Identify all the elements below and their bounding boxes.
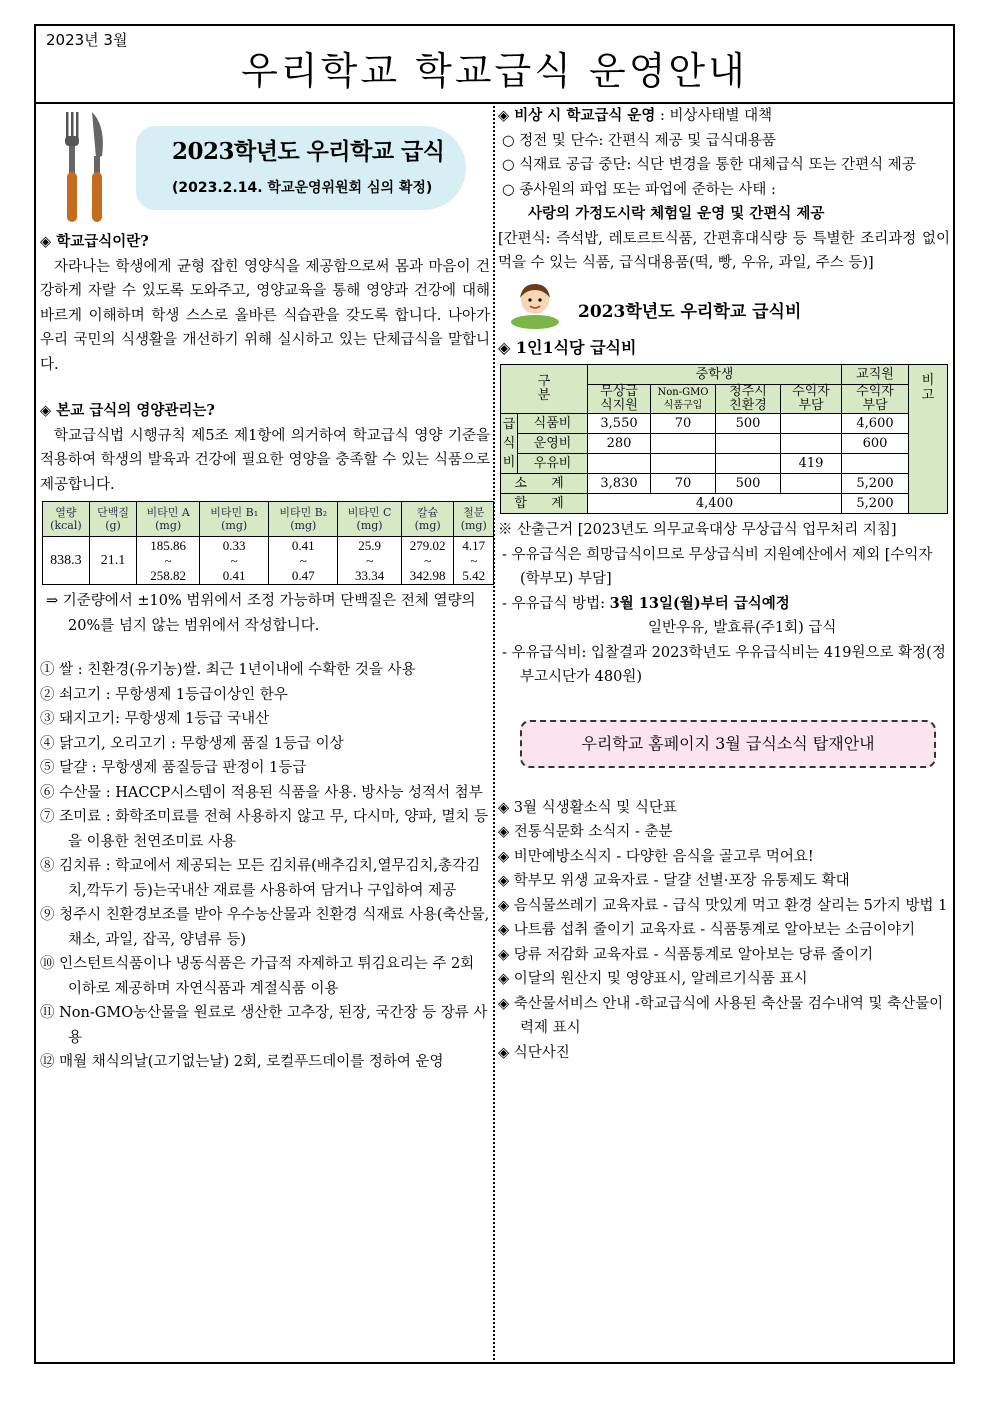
- nutrition-header-row: [43, 502, 494, 537]
- document-frame: [34, 24, 955, 1364]
- ingredient-list: [40, 658, 490, 1075]
- cost-title: 2023학년도 우리학교 급식비: [578, 301, 802, 322]
- nutrition-value-row: [43, 537, 494, 585]
- header-vitamin-a: 비타민 A (mg): [137, 502, 200, 537]
- energy-value: 838.3: [43, 537, 90, 585]
- list-item: ◈ 나트륨 섭취 줄이기 교육자료 - 식품통계로 알아보는 소금이야기: [498, 922, 916, 938]
- list-item: ◈ 비만예방소식지 - 다양한 음식을 골고루 먹어요!: [498, 848, 814, 865]
- list-item: ⑨ 청주시 친환경보조를 받아 우수농산물과 친환경 식재료 사용(축산물, 채소, 과일, 잡곡, 양념류 등): [40, 907, 490, 948]
- list-item: ① 쌀 : 친환경(유기농)쌀. 최근 1년이내에 수확한 것을 사용: [40, 662, 416, 678]
- table-row: 운영비 280 600: [501, 434, 948, 454]
- calculation-basis: ※ 산출근거 [2023년도 의무교육대상 무상급식 업무처리 지침]: [498, 522, 897, 538]
- issue-date: 2023년 3월: [46, 31, 128, 49]
- vitamin-a-range: 185.86 ~ 258.82: [137, 537, 200, 585]
- col-self-pay: 수익자 부담: [781, 385, 842, 414]
- section-heading-nutrition: ◈ 본교 급식의 영양관리는?: [40, 402, 215, 419]
- list-item: ⑫ 매월 채식의날(고기없는날) 2회, 로컬푸드데이를 정하여 운영: [40, 1054, 444, 1070]
- list-item: ◈ 축산물서비스 안내 -학교급식에 사용된 축산물 검수내역 및 축산물이력제 표시: [498, 995, 944, 1036]
- emergency-item: ○ 정전 및 단수: 간편식 제공 및 급식대용품: [502, 132, 776, 149]
- section-heading-school-meal: ◈ 학교급식이란?: [40, 233, 149, 250]
- homepage-content-list: [498, 796, 950, 1066]
- cook-icon: [508, 278, 562, 330]
- banner-subtitle: (2023.2.14. 학교운영위원회 심의 확정): [172, 180, 433, 196]
- table-row-total: 합 계 4,400 5,200: [501, 494, 948, 514]
- header-middle-school: 중학생: [588, 365, 842, 385]
- emergency-strike-measure: 사랑의 가정도시락 체험일 운영 및 간편식 제공: [528, 205, 825, 222]
- vitamin-b1-range: 0.33 ~ 0.41: [200, 537, 269, 585]
- list-item: ◈ 당류 저감화 교육자료 - 식품통계로 알아보는 당류 줄이기: [498, 946, 874, 963]
- standard-note: ⇒ 기준량에서 ±10% 범위에서 조정 가능하며 단백질은 전체 열량의 20%를 넘지 않는 범위에서 작성합니다.: [46, 593, 476, 634]
- header-vitamin-c: 비타민 C (mg): [338, 502, 402, 537]
- homepage-notice-box: 우리학교 홈페이지 3월 급식소식 탑재안내: [520, 720, 936, 768]
- page-title: 우리학교 학교급식 운영안내: [241, 49, 748, 93]
- iron-range: 4.17 ~ 5.42: [454, 537, 494, 585]
- list-item: ◈ 전통식문화 소식지 - 춘분: [498, 824, 673, 840]
- header-iron: 철분 (mg): [454, 502, 494, 537]
- left-column: [40, 102, 490, 1075]
- banner-title: 2023학년도 우리학교 급식: [172, 138, 445, 165]
- list-item: ◈ 음식물쓰레기 교육자료 - 급식 맛있게 먹고 환경 살리는 5가지 방법 1: [498, 897, 948, 914]
- col-staff-self-pay: 수익자 부담: [842, 385, 909, 414]
- right-column: [498, 102, 950, 1065]
- list-item: ② 쇠고기 : 무항생제 1등급이상인 한우: [40, 686, 288, 703]
- col-eco: 청주시 친환경: [716, 385, 781, 414]
- table-row: 급 식 비 식품비 3,550 70 500 4,600: [501, 414, 948, 434]
- vitamin-b2-range: 0.41 ~ 0.47: [269, 537, 338, 585]
- list-item: ◈ 학부모 위생 교육자료 - 달걀 선별·포장 유통제도 확대: [498, 873, 850, 889]
- col-free-meal: 무상급 식지원: [588, 385, 651, 414]
- meal-cost-table: [500, 364, 948, 514]
- list-item: ⑤ 달걀 : 무항생제 품질등급 판정이 1등급: [40, 760, 307, 776]
- school-meal-description: 자라나는 학생에게 균형 잡힌 영양식을 제공함으로써 몸과 마음이 건강하게 자랄 수 있도록 도와주고, 영양교육을 통해 영양과 건강에 대해 바르게 이해하며 학생 스스로 올바른 식습관을 갖도록 합니다. 나아가 우리 국민의 식생활을 개선하기 위해 실시하고 있는 단체급식을 말합니다.: [40, 258, 490, 373]
- header-gubun: 구 분: [501, 365, 588, 414]
- list-item: ⑦ 조미료 : 화학조미료를 전혀 사용하지 않고 무, 다시마, 양파, 멸치 등을 이용한 천연조미료 사용: [40, 809, 489, 850]
- milk-method: - 우유급식 방법: 3월 13일(월)부터 급식예정: [502, 594, 790, 612]
- page-header: [36, 26, 953, 104]
- fork-knife-icon: [62, 106, 110, 226]
- header-vitamin-b1: 비타민 B₁ (mg): [200, 502, 269, 537]
- header-energy: 열량 (kcal): [43, 502, 90, 537]
- list-item: ◈ 3월 식생활소식 및 식단표: [498, 799, 677, 816]
- table-row: 우유비 419: [501, 454, 948, 474]
- list-item: ⑥ 수산물 : HACCP시스템이 적용된 식품을 사용. 방사능 성적서 첨부: [40, 784, 483, 801]
- meal-banner: [40, 102, 490, 230]
- milk-cost: - 우유급식비: 입찰결과 2023학년도 우유급식비는 419원으로 확정(정부고시단가 480원): [502, 644, 946, 685]
- calcium-range: 279.02 ~ 342.98: [401, 537, 454, 585]
- header-calcium: 칼슘 (mg): [401, 502, 454, 537]
- nutrition-description: 학교급식법 시행규칙 제5조 제1항에 의거하여 학교급식 영양 기준을 적용하여 학생의 발육과 건강에 필요한 영양을 충족할 수 있는 식품으로 제공합니다.: [40, 427, 490, 493]
- emergency-item: ○ 종사원의 파업 또는 파업에 준하는 사태 :: [502, 181, 776, 198]
- cost-heading-block: [498, 278, 950, 336]
- column-divider: [493, 102, 495, 1364]
- list-item: ③ 돼지고기: 무항생제 1등급 국내산: [40, 711, 270, 727]
- vitamin-c-range: 25.9 ~ 33.34: [338, 537, 402, 585]
- list-item: ◈ 식단사진: [498, 1044, 570, 1061]
- list-item: ⑪ Non-GMO농산물을 원료로 생산한 고추장, 된장, 국간장 등 장류 사용: [40, 1005, 488, 1046]
- header-staff: 교직원: [842, 365, 909, 385]
- nutrition-table: [42, 501, 494, 585]
- header-remarks: 비 고: [909, 365, 948, 514]
- simple-meal-note: [간편식: 즉석밥, 레토르트식품, 간편휴대식량 등 특별한 조리과정 없이 먹을 수 있는 식품, 급식대용품(떡, 빵, 우유, 과일, 주스 등)]: [498, 230, 950, 271]
- emergency-item: ○ 식재료 공급 중단: 식단 변경을 통한 대체급식 또는 간편식 제공: [502, 157, 916, 173]
- header-protein: 단백질 (g): [89, 502, 136, 537]
- table-row-subtotal: 소 계 3,830 70 500 5,200: [501, 474, 948, 494]
- list-item: ⑩ 인스턴트식품이나 냉동식품은 가급적 자제하고 튀김요리는 주 2회 이하로 제공하며 자연식품과 계절식품 이용: [40, 956, 475, 997]
- col-non-gmo: Non-GMO 식품구입: [651, 385, 716, 414]
- milk-method-detail: 일반우유, 발효류(주1회) 급식: [648, 620, 837, 636]
- list-item: ④ 닭고기, 오리고기 : 무항생제 품질 1등급 이상: [40, 735, 344, 752]
- list-item: ⑧ 김치류 : 학교에서 제공되는 모든 김치류(배추김치,열무김치,총각김치,깍두기 등)는국내산 재료를 사용하여 담거나 구입하여 제공: [40, 858, 481, 899]
- list-item: ◈ 이달의 원산지 및 영양표시, 알레르기식품 표시: [498, 971, 808, 987]
- row-group-meal-cost: 급 식 비: [501, 414, 518, 474]
- emergency-heading: ◈ 비상 시 학교급식 운영 : 비상사태별 대책: [498, 107, 773, 124]
- milk-note: - 우유급식은 희망급식이므로 무상급식비 지원예산에서 제외 [수익자(학부모) 부담]: [502, 546, 933, 587]
- cost-subheading: ◈ 1인1식당 급식비: [498, 337, 637, 357]
- header-vitamin-b2: 비타민 B₂ (mg): [269, 502, 338, 537]
- protein-value: 21.1: [89, 537, 136, 585]
